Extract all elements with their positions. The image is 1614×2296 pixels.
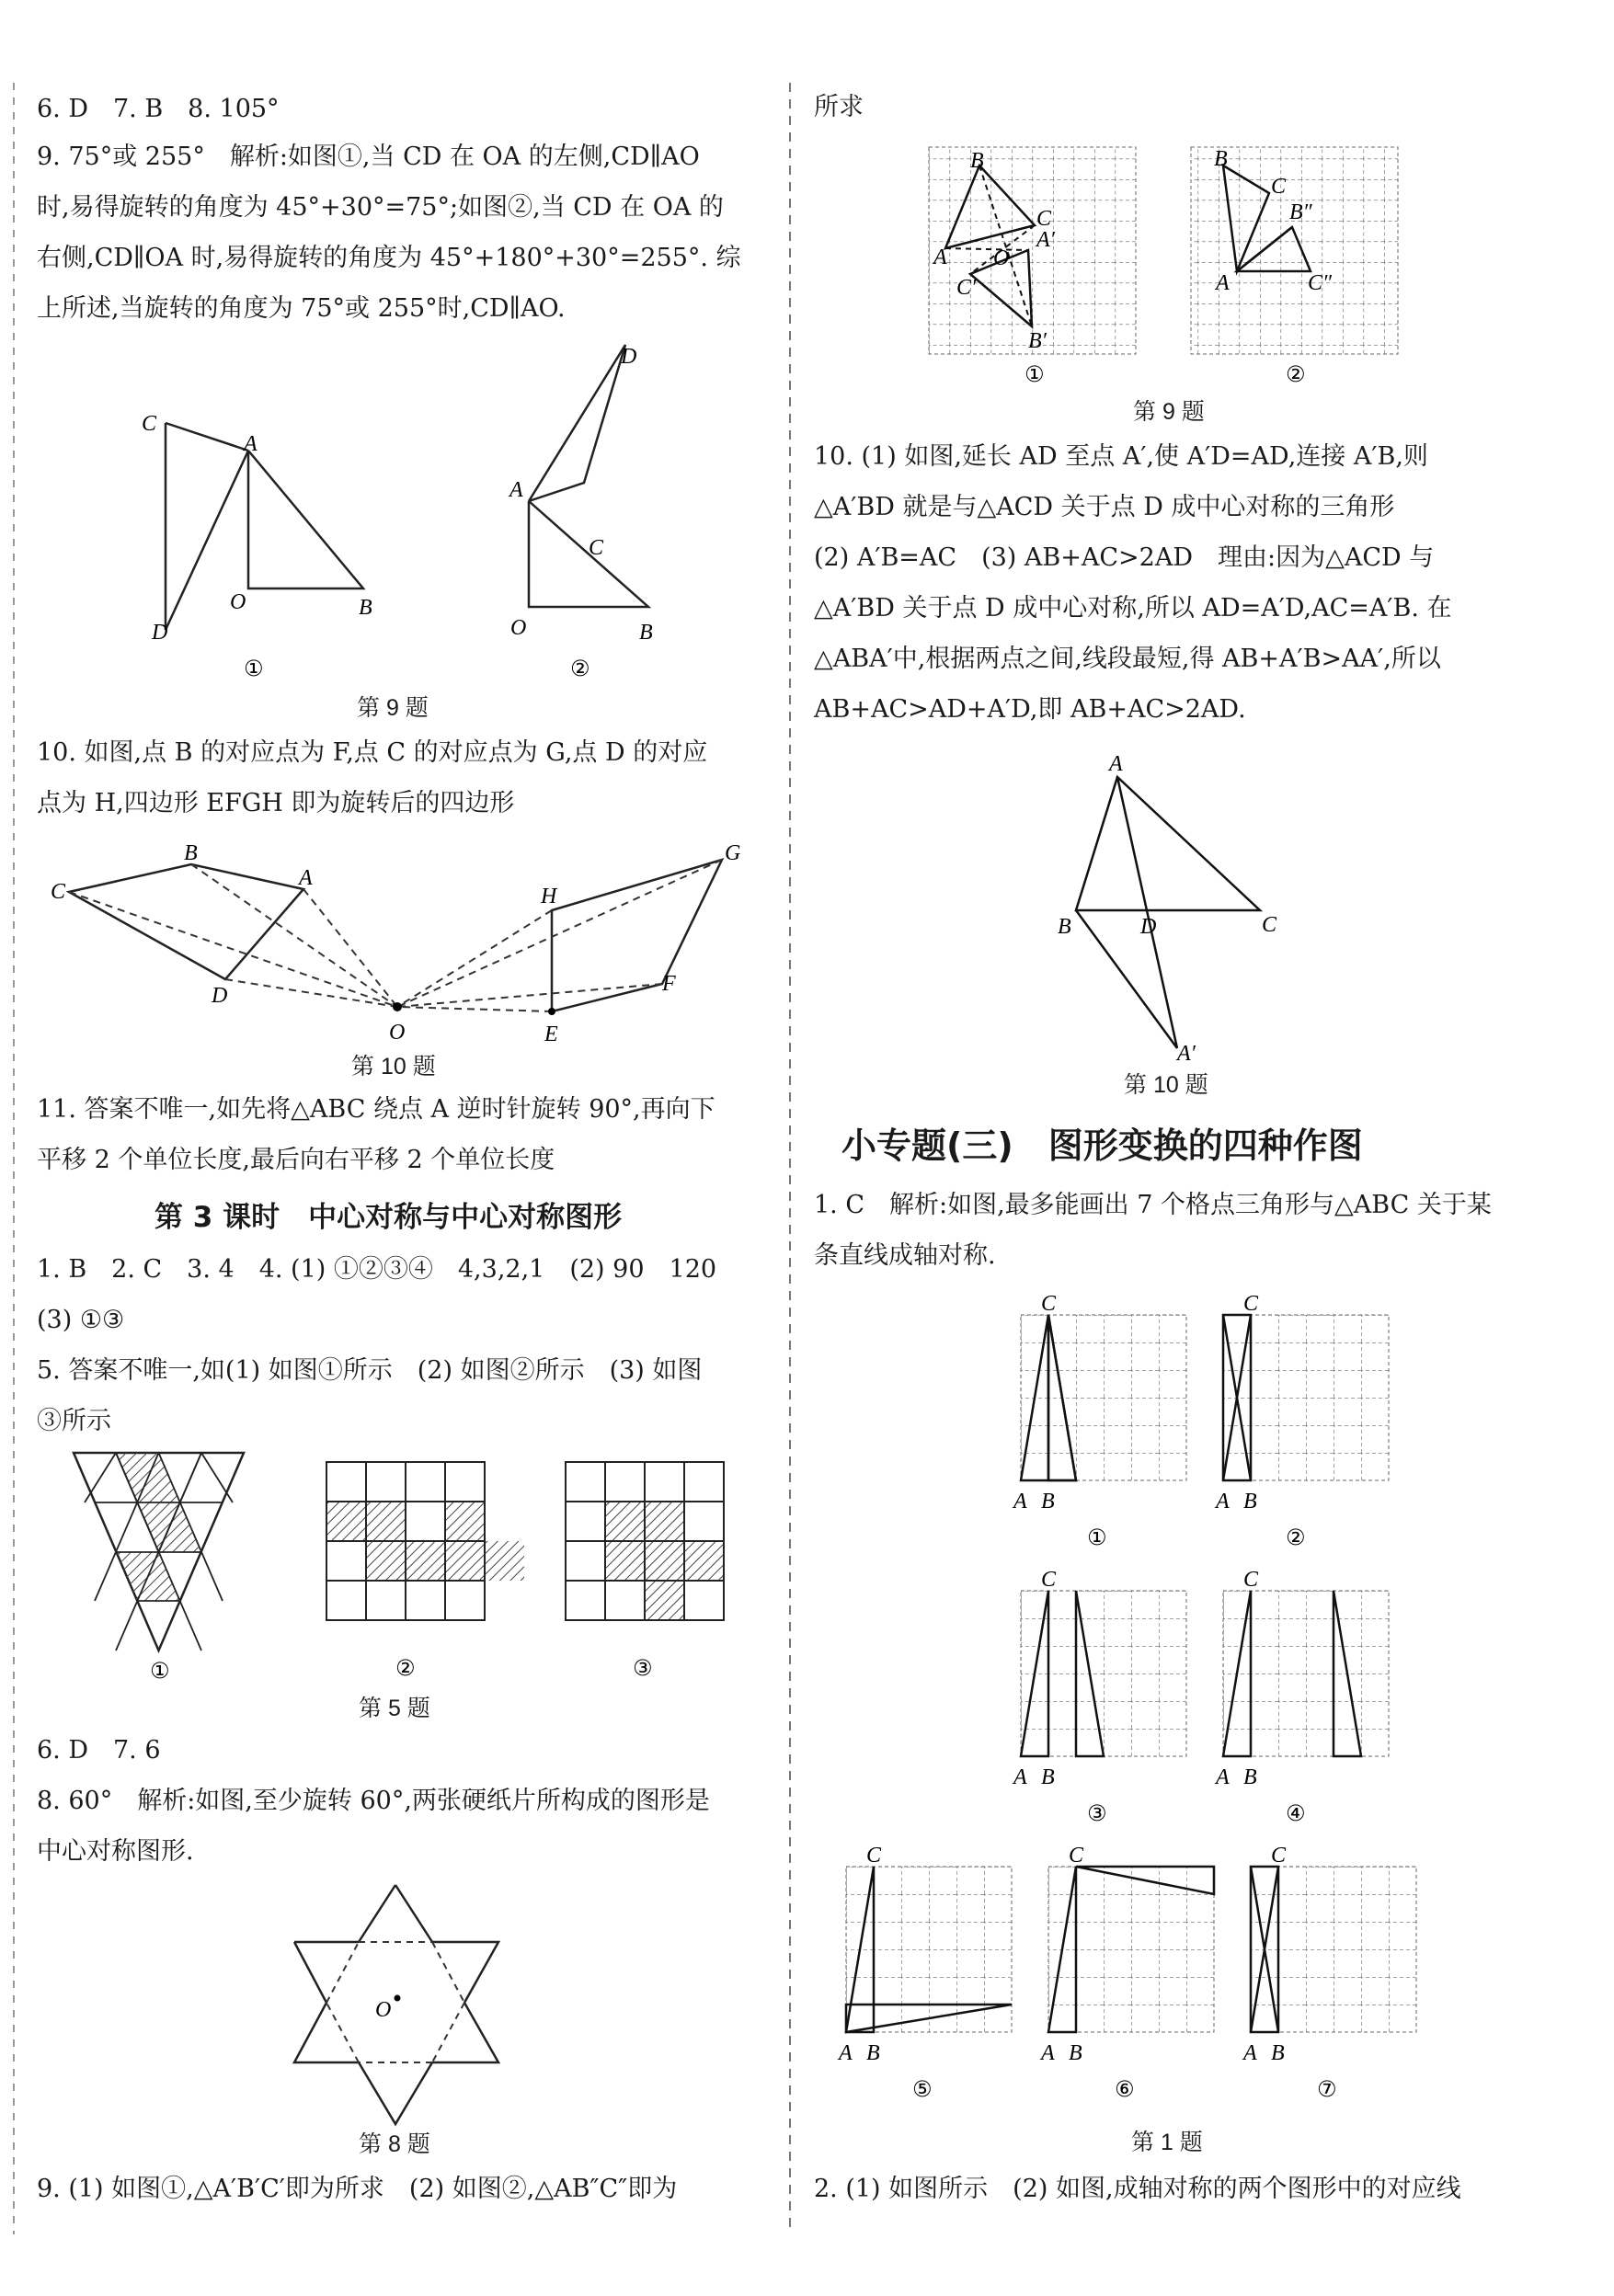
r-q2-line1: 2. (1) 如图所示 (2) 如图,成轴对称的两个图形中的对应线 (814, 2175, 1461, 2203)
lesson-title: 第 3 课时 中心对称与中心对称图形 (155, 1201, 623, 1234)
fig1-label-a: A (1041, 2041, 1055, 2065)
q9-line3: 右侧,CD∥OA 时,易得旋转的角度为 45°+180°+30°=255°. 综 (37, 244, 741, 272)
fig8-label-o: O (375, 1998, 392, 2022)
r-q10-line2: △A′BD 就是与△ACD 关于点 D 成中心对称的三角形 (814, 493, 1395, 521)
fig9r-label: B′ (1028, 329, 1047, 353)
q8-line1: 8. 60° 解析:如图,至少旋转 60°,两张硬纸片所构成的图形是 (37, 1787, 710, 1815)
fig9r-label: A (1216, 271, 1230, 295)
fig9-num-1: ① (244, 656, 264, 681)
q5-line1: 5. 答案不唯一,如(1) 如图①所示 (2) 如图②所示 (3) 如图 (37, 1356, 703, 1385)
fig10-label: F (662, 972, 676, 996)
fig9r-label: A′ (1036, 228, 1055, 252)
fig9r-label: A (933, 246, 947, 269)
fig1-label-a: A (1216, 1765, 1230, 1789)
fig9r-label: B (970, 149, 984, 173)
fig1-label-b: B (866, 2041, 880, 2065)
fig1-label-b: B (1069, 2041, 1082, 2065)
topic-title: 小专题(三) 图形变换的四种作图 (841, 1125, 1363, 1166)
fig10r-caption: 第 10 题 (1124, 1072, 1208, 1098)
fig9r-label: C (1036, 207, 1052, 231)
r-q10-line6: AB+AC>AD+A′D,即 AB+AC>2AD. (814, 695, 1246, 724)
fig10-caption: 第 10 题 (351, 1054, 436, 1079)
answers-6-7: 6. D 7. 6 (37, 1736, 161, 1765)
fig9r-label: C′ (956, 276, 977, 300)
fig9-label: B (359, 596, 372, 620)
fig10r-label: A′ (1177, 1042, 1196, 1066)
fig10-label: A (299, 866, 313, 890)
answers-6-8: 6. D 7. B 8. 105° (37, 95, 280, 123)
fig1-label-b: B (1243, 1765, 1257, 1789)
fig10-label: H (541, 885, 557, 908)
r-q10-line5: △ABA′中,根据两点之间,线段最短,得 AB+A′B>AA′,所以 (814, 645, 1441, 673)
fig10-label: D (212, 984, 228, 1008)
figure-9-left (129, 331, 681, 680)
fig1-label-b: B (1041, 1490, 1055, 1514)
fig1-label-c: C (1041, 1292, 1057, 1316)
r-q1-line2: 条直线成轴对称. (814, 1241, 996, 1270)
q11-line1: 11. 答案不唯一,如先将△ABC 绕点 A 逆时针旋转 90°,再向下 (37, 1095, 715, 1124)
fig5-caption: 第 5 题 (359, 1696, 430, 1721)
fig8-caption: 第 8 题 (359, 2131, 430, 2157)
fig1-label-c: C (1243, 1568, 1259, 1592)
r-q10-line3: (2) A′B=AC (3) AB+AC>2AD 理由:因为△ACD 与 (814, 543, 1435, 572)
fig1-label-b: B (1041, 1765, 1055, 1789)
column-divider (789, 83, 791, 2234)
fig1-num-4: ④ (1286, 1800, 1306, 1826)
fig9-label: D (621, 345, 637, 369)
fig9r-label: B″ (1289, 200, 1312, 224)
fig1-label-c: C (866, 1844, 882, 1868)
fig5-num-2: ② (395, 1655, 416, 1681)
q10-line1: 10. 如图,点 B 的对应点为 F,点 C 的对应点为 G,点 D 的对应 (37, 738, 708, 767)
fig1-label-c: C (1271, 1844, 1287, 1868)
r-q1-line1: 1. C 解析:如图,最多能画出 7 个格点三角形与△ABC 关于某 (814, 1191, 1492, 1219)
fig10-label: G (725, 841, 741, 865)
q9-line4: 上所述,当旋转的角度为 75°或 255°时,CD∥AO. (37, 294, 566, 323)
fig9-label: C (589, 536, 604, 560)
fig1-label-a: A (1013, 1765, 1027, 1789)
fig1-num-7: ⑦ (1317, 2076, 1337, 2102)
fig1-num-6: ⑥ (1115, 2076, 1135, 2102)
fig9-label: B (639, 621, 653, 645)
fig9-label: A (509, 478, 523, 502)
q11-line2: 平移 2 个单位长度,最后向右平移 2 个单位长度 (37, 1146, 555, 1174)
fig9-label: O (510, 616, 527, 640)
fig1-label-b: B (1243, 1490, 1257, 1514)
q5-line2: ③所示 (37, 1407, 111, 1435)
fig1-label-a: A (1243, 2041, 1257, 2065)
fig10r-label: D (1140, 915, 1157, 939)
fig1-num-2: ② (1286, 1525, 1306, 1550)
fig1-num-1: ① (1087, 1525, 1107, 1550)
fig10r-label: C (1262, 913, 1277, 937)
q8-line2: 中心对称图形. (37, 1837, 194, 1866)
fig1-num-3: ③ (1087, 1800, 1107, 1826)
figure-1 (839, 1287, 1573, 2170)
fig1-label-c: C (1041, 1568, 1057, 1592)
fig1-caption: 第 1 题 (1131, 2130, 1203, 2155)
fig1-label-c: C (1069, 1844, 1084, 1868)
fig9r-num-2: ② (1286, 361, 1306, 387)
q9b-line1: 9. (1) 如图①,△A′B′C′即为所求 (2) 如图②,△AB″C″即为 (37, 2175, 678, 2203)
fig1-label-b: B (1271, 2041, 1285, 2065)
answers-4-3: (3) ①③ (37, 1306, 125, 1334)
fig1-label-a: A (1013, 1490, 1027, 1514)
fig9-caption: 第 9 题 (357, 695, 429, 721)
figure-9-right (929, 138, 1389, 414)
fig9r-label: C (1271, 175, 1287, 199)
fig1-label-a: A (839, 2041, 853, 2065)
q9-line1: 9. 75°或 255° 解析:如图①,当 CD 在 OA 的左侧,CD∥AO (37, 143, 700, 171)
figure-10-left (37, 832, 773, 1044)
fig10-label: C (51, 880, 66, 904)
q10-line2: 点为 H,四边形 EFGH 即为旋转后的四边形 (37, 789, 515, 817)
r-q10-line4: △A′BD 关于点 D 成中心对称,所以 AD=A′D,AC=A′B. 在 (814, 594, 1452, 623)
fig10-label: E (544, 1022, 558, 1046)
r-q10-line1: 10. (1) 如图,延长 AD 至点 A′,使 A′D=AD,连接 A′B,则 (814, 442, 1428, 471)
fig9-label: A (244, 432, 258, 456)
figure-8 (285, 1876, 524, 2133)
fig9r-label: C″ (1308, 271, 1333, 295)
fig9-label: C (142, 412, 157, 436)
fig9r-label: O (993, 246, 1010, 270)
fig1-label-c: C (1243, 1292, 1259, 1316)
fig10r-label: B (1058, 915, 1071, 939)
fig9r-num-1: ① (1024, 361, 1045, 387)
fig10-label: B (184, 841, 198, 865)
left-margin-line (13, 83, 15, 2234)
figure-5 (55, 1444, 754, 1710)
fig1-label-a: A (1216, 1490, 1230, 1514)
figure-10-right (1048, 745, 1324, 1067)
fig1-num-5: ⑤ (912, 2076, 933, 2102)
fig9-num-2: ② (570, 656, 590, 681)
fig10r-label: A (1109, 752, 1123, 776)
fig9-1-triangle-oab (248, 451, 363, 588)
continuation-text: 所求 (814, 93, 864, 121)
fig9r-label: B (1214, 147, 1228, 171)
answers-1-4: 1. B 2. C 3. 4 4. (1) ①②③④ 4,3,2,1 (2) 90 120 (37, 1255, 717, 1284)
fig9r-caption: 第 9 题 (1133, 399, 1205, 425)
fig5-num-3: ③ (633, 1655, 653, 1681)
q9-line2: 时,易得旋转的角度为 45°+30°=75°;如图②,当 CD 在 OA 的 (37, 193, 724, 222)
fig5-num-1: ① (150, 1658, 170, 1684)
fig9-label: D (152, 621, 168, 645)
fig10-label: O (389, 1021, 406, 1045)
fig9-label: O (230, 590, 246, 614)
